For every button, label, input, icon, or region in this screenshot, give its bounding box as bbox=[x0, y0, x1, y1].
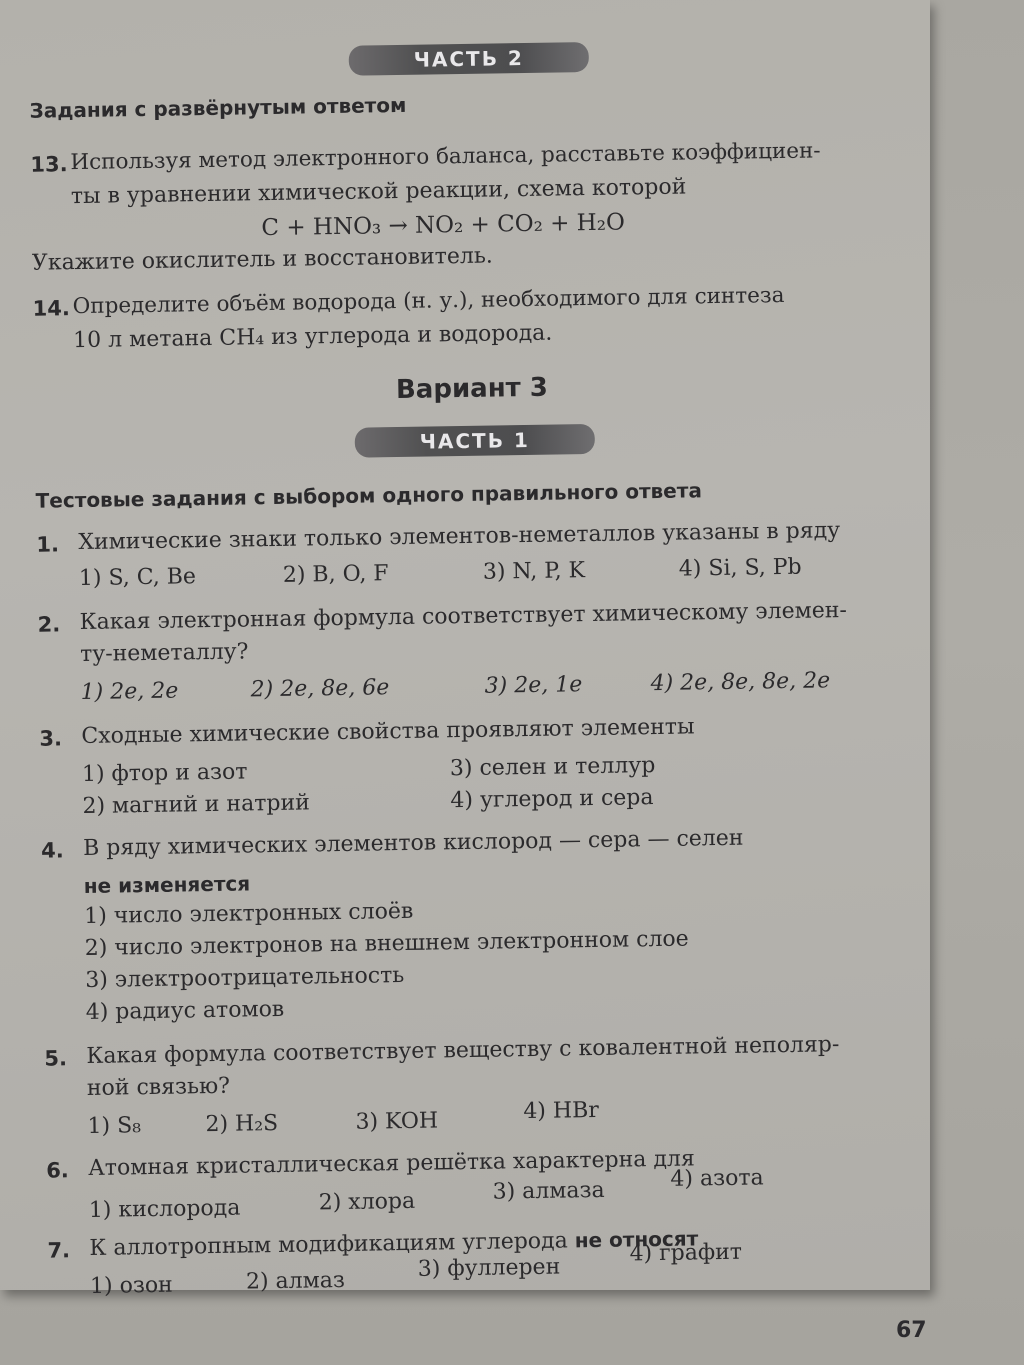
question-6-option-1: 1) кислорода bbox=[88, 1195, 241, 1223]
question-3-line-1: Сходные химические свойства проявляют элементы bbox=[81, 714, 695, 750]
question-2-line-1: Какая электронная формула соответствует химическому элемен- bbox=[79, 597, 848, 636]
question-7-option-1: 1) озон bbox=[89, 1272, 173, 1299]
section-heading-tests: Тестовые задания с выбором одного правильного ответа bbox=[35, 478, 703, 513]
question-6-option-2: 2) хлора bbox=[318, 1188, 416, 1216]
question-5-option-4: 4) HBr bbox=[523, 1097, 599, 1125]
question-4-option-3: 3) электроотрицательность bbox=[85, 962, 405, 994]
question-6-option-4: 4) азота bbox=[670, 1165, 764, 1192]
question-4-line-1: В ряду химических элементов кислород — сера — селен bbox=[82, 825, 744, 862]
question-1-number: 1. bbox=[36, 532, 60, 557]
question-13-line-3: Укажите окислитель и восстановитель. bbox=[31, 243, 494, 276]
question-6-line-1: Атомная кристаллическая решётка характерна для bbox=[87, 1146, 696, 1181]
question-3-option-3: 3) селен и теллур bbox=[449, 753, 656, 782]
question-5-number: 5. bbox=[44, 1046, 68, 1071]
question-3-option-2: 2) магний и натрий bbox=[82, 790, 310, 820]
question-7-option-4: 4) графит bbox=[629, 1239, 743, 1267]
question-13-equation: C + HNO₃ → NO₂ + CO₂ + H₂O bbox=[261, 209, 626, 242]
question-5-option-3: 3) KOH bbox=[355, 1108, 439, 1135]
part-2-badge: ЧАСТЬ 2 bbox=[349, 42, 589, 76]
question-3-option-4: 4) углерод и сера bbox=[450, 785, 654, 814]
question-14-line-2: 10 л метана CH₄ из углерода и водорода. bbox=[72, 320, 553, 354]
question-13-number: 13. bbox=[30, 152, 68, 177]
question-4-emphasis: не изменяется bbox=[83, 871, 251, 899]
question-1-line-1: Химические знаки только элементов-неметаллов указаны в ряду bbox=[78, 518, 841, 556]
question-4-option-4: 4) радиус атомов bbox=[85, 996, 285, 1026]
question-5-option-2: 2) H₂S bbox=[205, 1110, 279, 1138]
question-2-line-2: ту-неметаллу? bbox=[79, 639, 249, 668]
question-14-line-1: Определите объём водорода (н. у.), необходимого для синтеза bbox=[72, 282, 785, 320]
question-2-option-2: 2) 2e, 8e, 6e bbox=[250, 675, 390, 703]
question-7-option-2: 2) алмаз bbox=[245, 1267, 346, 1295]
question-4-option-2: 2) число электронов на внешнем электронном слое bbox=[84, 926, 689, 962]
question-2-option-1: 1) 2e, 2e bbox=[80, 678, 179, 706]
question-1-option-3: 3) N, P, K bbox=[482, 558, 586, 585]
section-heading-extended: Задания с развёрнутым ответом bbox=[29, 92, 407, 123]
question-7-option-3: 3) фуллерен bbox=[417, 1254, 561, 1282]
question-1-option-1: 1) S, C, Be bbox=[78, 564, 197, 592]
question-5-line-1: Какая формула соответствует веществу с ковалентной неполяр- bbox=[86, 1032, 840, 1069]
question-4-number: 4. bbox=[40, 838, 64, 863]
question-13-line-1: Используя метод электронного баланса, расставьте коэффициен- bbox=[70, 138, 821, 176]
question-13-line-2: ты в уравнении химической реакции, схема которой bbox=[70, 174, 687, 210]
question-2-option-4: 4) 2e, 8e, 8e, 2e bbox=[650, 668, 831, 697]
question-7-emphasis: не относят bbox=[574, 1226, 699, 1253]
question-7-line-1 bbox=[89, 1226, 698, 1262]
variant-title: Вариант 3 bbox=[395, 372, 549, 406]
question-7-number: 7. bbox=[47, 1238, 71, 1263]
question-2-option-3: 3) 2e, 1e bbox=[484, 672, 583, 699]
question-2-number: 2. bbox=[37, 612, 61, 637]
question-5-line-2: ной связью? bbox=[86, 1073, 231, 1101]
question-3-number: 3. bbox=[39, 726, 63, 751]
part-1-badge: ЧАСТЬ 1 bbox=[355, 424, 595, 458]
question-4-option-1: 1) число электронных слоёв bbox=[84, 898, 414, 930]
question-14-number: 14. bbox=[32, 296, 71, 321]
question-6-number: 6. bbox=[46, 1158, 69, 1183]
page-number: 67 bbox=[896, 1318, 927, 1343]
question-5-option-1: 1) S₈ bbox=[87, 1113, 142, 1139]
question-6-option-3: 3) алмаза bbox=[492, 1177, 605, 1205]
question-1-option-4: 4) Si, S, Pb bbox=[678, 554, 802, 582]
question-3-option-1: 1) фтор и азот bbox=[81, 759, 248, 788]
question-7-text: К аллотропным модификациям углерода bbox=[89, 1228, 568, 1261]
question-1-option-2: 2) B, O, F bbox=[282, 561, 389, 588]
